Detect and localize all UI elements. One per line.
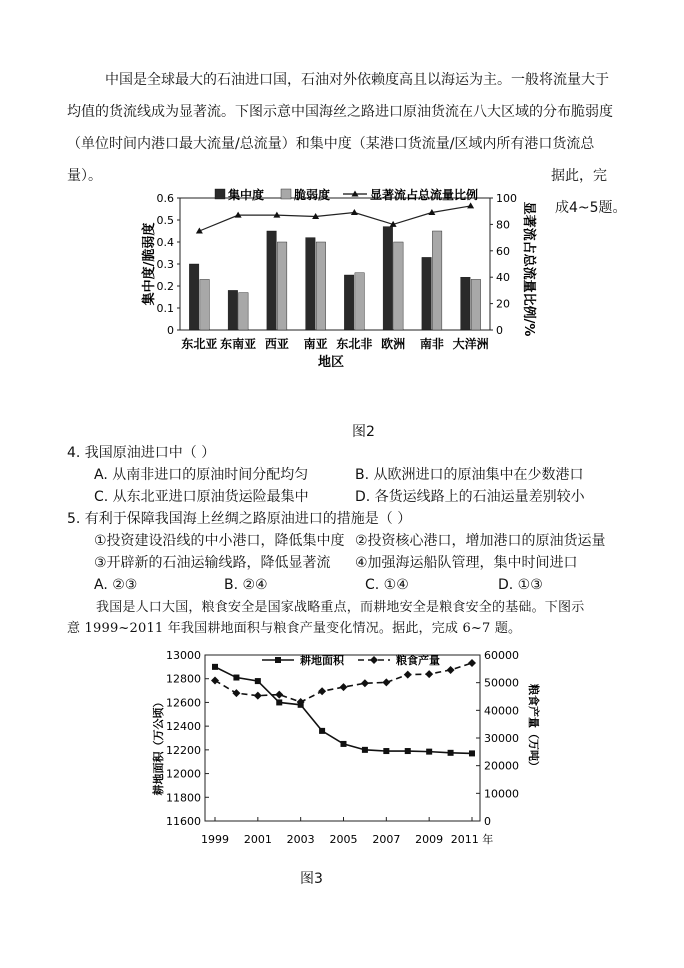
fig2-line-significant-flow bbox=[199, 206, 470, 231]
q5-option-d: D. ①③ bbox=[498, 577, 543, 593]
q4-option-d: D. 各货运线路上的石油运量差别较小 bbox=[355, 489, 585, 505]
fig2-xtick-label: 南亚 bbox=[303, 337, 328, 351]
fig2-bar-concentration bbox=[383, 227, 393, 330]
fig2-bar-vulnerability bbox=[316, 242, 326, 330]
fig2-ytick-label: 0 bbox=[167, 324, 174, 337]
fig3-point-cultivated-land bbox=[233, 675, 239, 681]
fig3-ytick-label: 12200 bbox=[166, 743, 201, 757]
fig3-ytick-label: 12600 bbox=[166, 696, 201, 710]
fig2-ytick-label: 0.3 bbox=[156, 258, 174, 271]
fig3-line-grain-output bbox=[215, 663, 472, 702]
fig2-xtick-label: 大洋洲 bbox=[452, 337, 489, 351]
fig2-y2tick-label: 0 bbox=[496, 324, 503, 337]
fig3-point-grain-output bbox=[361, 679, 369, 687]
fig3-point-cultivated-land bbox=[426, 749, 432, 755]
intro2-line-1: 我国是人口大国，粮食安全是国家战略重点，而耕地安全是粮食安全的基础。下图示 bbox=[96, 600, 585, 615]
intro-line-3: （单位时间内港口最大流量/总流量）和集中度（某港口货流量/区域内所有港口货流总 bbox=[67, 136, 595, 152]
q5-item-1: ①投资建设沿线的中小港口，降低集中度 bbox=[94, 533, 345, 549]
fig2-ytick-label: 0.2 bbox=[156, 280, 174, 293]
fig3-point-cultivated-land bbox=[383, 748, 389, 754]
fig3-point-cultivated-land bbox=[255, 678, 261, 684]
fig3-y2tick-label: 40000 bbox=[484, 704, 519, 718]
q5-option-b: B. ②④ bbox=[224, 577, 268, 593]
fig3-ytick-label: 12000 bbox=[166, 767, 201, 781]
fig3-point-grain-output bbox=[382, 678, 390, 686]
fig3-ylabel: 耕地面积（万公顷） bbox=[152, 696, 165, 796]
fig2-bar-vulnerability bbox=[200, 279, 210, 330]
fig3-xtick-label: 2007 bbox=[372, 833, 401, 846]
q5-item-2: ②投资核心港口，增加港口的原油货运量 bbox=[355, 533, 606, 549]
fig3-ytick-label: 11800 bbox=[166, 791, 201, 805]
fig2-bar-concentration bbox=[306, 238, 316, 330]
fig2-ytick-label: 0.1 bbox=[156, 302, 174, 315]
fig2-y2tick-label: 60 bbox=[496, 244, 510, 258]
fig3-point-cultivated-land bbox=[276, 699, 282, 705]
fig2-xtick-label: 南非 bbox=[419, 337, 444, 351]
fig3-legend-label: 粮食产量 bbox=[396, 654, 440, 667]
intro-line-2: 均值的货流线成为显著流。下图示意中国海丝之路进口原油货流在八大区域的分布脆弱度 bbox=[67, 104, 613, 120]
q5-option-c: C. ①④ bbox=[365, 577, 409, 593]
q4-option-b: B. 从欧洲进口的原油集中在少数港口 bbox=[355, 467, 584, 483]
fig2-xtick-label: 西亚 bbox=[264, 337, 289, 351]
fig3-point-cultivated-land bbox=[362, 747, 368, 753]
fig2-ytick-label: 0.6 bbox=[156, 192, 174, 205]
fig2-legend-swatch bbox=[215, 189, 225, 199]
fig3-xtick-label: 1999 bbox=[201, 833, 229, 846]
fig3-xtick-label: 2003 bbox=[286, 833, 315, 846]
intro-line-1: 中国是全球最大的石油进口国，石油对外依赖度高且以海运为主。一般将流量大于 bbox=[105, 72, 609, 88]
fig2-bar-concentration bbox=[267, 231, 277, 330]
fig2-legend-label: 集中度 bbox=[228, 188, 265, 202]
fig2-bar-vulnerability bbox=[277, 242, 287, 330]
fig3-ytick-label: 12800 bbox=[166, 672, 201, 686]
q4-option-a: A. 从南非进口的原油时间分配均匀 bbox=[94, 467, 309, 483]
q5-stem: 5. 有利于保障我国海上丝绸之路原油进口的措施是（ ） bbox=[67, 511, 412, 527]
fig3-y2tick-label: 0 bbox=[484, 815, 491, 828]
q4-option-c: C. 从东北亚进口原油货运险最集中 bbox=[94, 489, 309, 505]
q5-item-3: ③开辟新的石油运输线路，降低显著流 bbox=[94, 555, 331, 571]
fig3-y2tick-label: 10000 bbox=[484, 787, 519, 801]
fig3-point-grain-output bbox=[340, 683, 348, 691]
fig3-point-grain-output bbox=[404, 671, 412, 679]
fig2-plot-frame bbox=[180, 198, 490, 330]
fig3-ytick-label: 13000 bbox=[166, 649, 201, 662]
fig2-xtick-label: 东北亚 bbox=[181, 337, 218, 351]
fig3-legend-marker bbox=[370, 656, 378, 664]
fig3-caption: 图3 bbox=[300, 871, 323, 887]
fig2-legend-label: 显著流占总流量比例 bbox=[370, 188, 479, 202]
fig3-point-grain-output bbox=[211, 676, 219, 684]
fig3-point-grain-output bbox=[447, 666, 455, 674]
fig2-y2tick-label: 20 bbox=[496, 297, 510, 311]
fig3-point-cultivated-land bbox=[448, 750, 454, 756]
q5-option-a: A. ②③ bbox=[94, 577, 138, 593]
fig2-xtick-label: 东北非 bbox=[336, 337, 373, 351]
fig2-bar-concentration bbox=[189, 264, 199, 330]
fig3-chart bbox=[150, 645, 540, 850]
intro-right-a: 据此，完 bbox=[551, 168, 607, 184]
fig3-xtick-label: 2001 bbox=[243, 833, 272, 846]
intro-right-b: 成4~5题。 bbox=[555, 200, 627, 216]
fig3-point-grain-output bbox=[425, 670, 433, 678]
fig3-xtick-label: 2011 年 bbox=[450, 833, 494, 846]
fig2-bar-concentration bbox=[461, 277, 471, 330]
fig3-legend-label: 耕地面积 bbox=[300, 654, 344, 667]
fig3-ytick-label: 12400 bbox=[166, 720, 201, 734]
fig3-y2label: 粮食产量（万吨） bbox=[527, 684, 540, 772]
fig2-y2tick-label: 100 bbox=[496, 192, 517, 205]
fig3-y2tick-label: 30000 bbox=[484, 732, 519, 745]
fig2-bar-vulnerability bbox=[432, 231, 442, 330]
fig3-point-cultivated-land bbox=[341, 741, 347, 747]
fig3-point-grain-output bbox=[232, 689, 240, 697]
fig2-line-point bbox=[351, 209, 358, 215]
fig2-bar-concentration bbox=[344, 275, 354, 330]
fig2-line-point bbox=[467, 202, 474, 208]
fig2-ytick-label: 0.4 bbox=[156, 236, 174, 249]
fig3-y2tick-label: 50000 bbox=[484, 676, 519, 690]
fig3-point-grain-output bbox=[318, 687, 326, 695]
fig2-y2tick-label: 80 bbox=[496, 218, 510, 232]
fig2-bar-vulnerability bbox=[471, 279, 481, 330]
q4-stem: 4. 我国原油进口中（ ） bbox=[67, 445, 216, 461]
fig3-xtick-label: 2005 bbox=[329, 833, 358, 846]
fig3-line-cultivated-land bbox=[215, 667, 472, 754]
fig3-point-grain-output bbox=[468, 659, 476, 667]
fig2-ylabel: 集中度/脆弱度 bbox=[142, 222, 157, 306]
fig3-legend-marker bbox=[275, 657, 281, 663]
intro-line-4: 量）。 bbox=[67, 168, 102, 184]
fig2-bar-vulnerability bbox=[239, 293, 249, 330]
fig3-point-grain-output bbox=[254, 692, 262, 700]
fig3-xtick-label: 2009 bbox=[415, 833, 444, 846]
fig3-point-cultivated-land bbox=[469, 750, 475, 756]
fig3-y2tick-label: 20000 bbox=[484, 759, 519, 773]
fig2-xtick-label: 东南亚 bbox=[220, 337, 257, 351]
fig3-point-grain-output bbox=[275, 691, 283, 699]
fig3-point-cultivated-land bbox=[212, 664, 218, 670]
fig3-point-cultivated-land bbox=[319, 728, 325, 734]
fig2-legend-label: 脆弱度 bbox=[294, 188, 331, 202]
fig2-ytick-label: 0.5 bbox=[156, 214, 174, 227]
fig2-bar-vulnerability bbox=[394, 242, 404, 330]
fig3-point-cultivated-land bbox=[405, 748, 411, 754]
fig2-bar-concentration bbox=[422, 257, 432, 330]
fig2-legend-swatch bbox=[281, 189, 291, 199]
intro2-line-2: 意 1999~2011 年我国耕地面积与粮食产量变化情况。据此，完成 6~7 题。 bbox=[67, 621, 522, 636]
q5-item-4: ④加强海运船队管理，集中时间进口 bbox=[355, 555, 578, 571]
fig2-bar-concentration bbox=[228, 290, 238, 330]
fig2-y2tick-label: 40 bbox=[496, 271, 510, 285]
fig2-y2label: 显著流占总流量比例/% bbox=[521, 201, 536, 337]
fig3-y2tick-label: 60000 bbox=[484, 649, 519, 662]
fig2-chart bbox=[135, 186, 545, 376]
fig2-xtick-label: 欧洲 bbox=[381, 337, 406, 351]
fig2-bar-vulnerability bbox=[355, 273, 365, 330]
fig2-caption: 图2 bbox=[352, 424, 375, 440]
fig3-ytick-label: 11600 bbox=[166, 815, 201, 828]
fig2-xlabel: 地区 bbox=[317, 355, 345, 370]
